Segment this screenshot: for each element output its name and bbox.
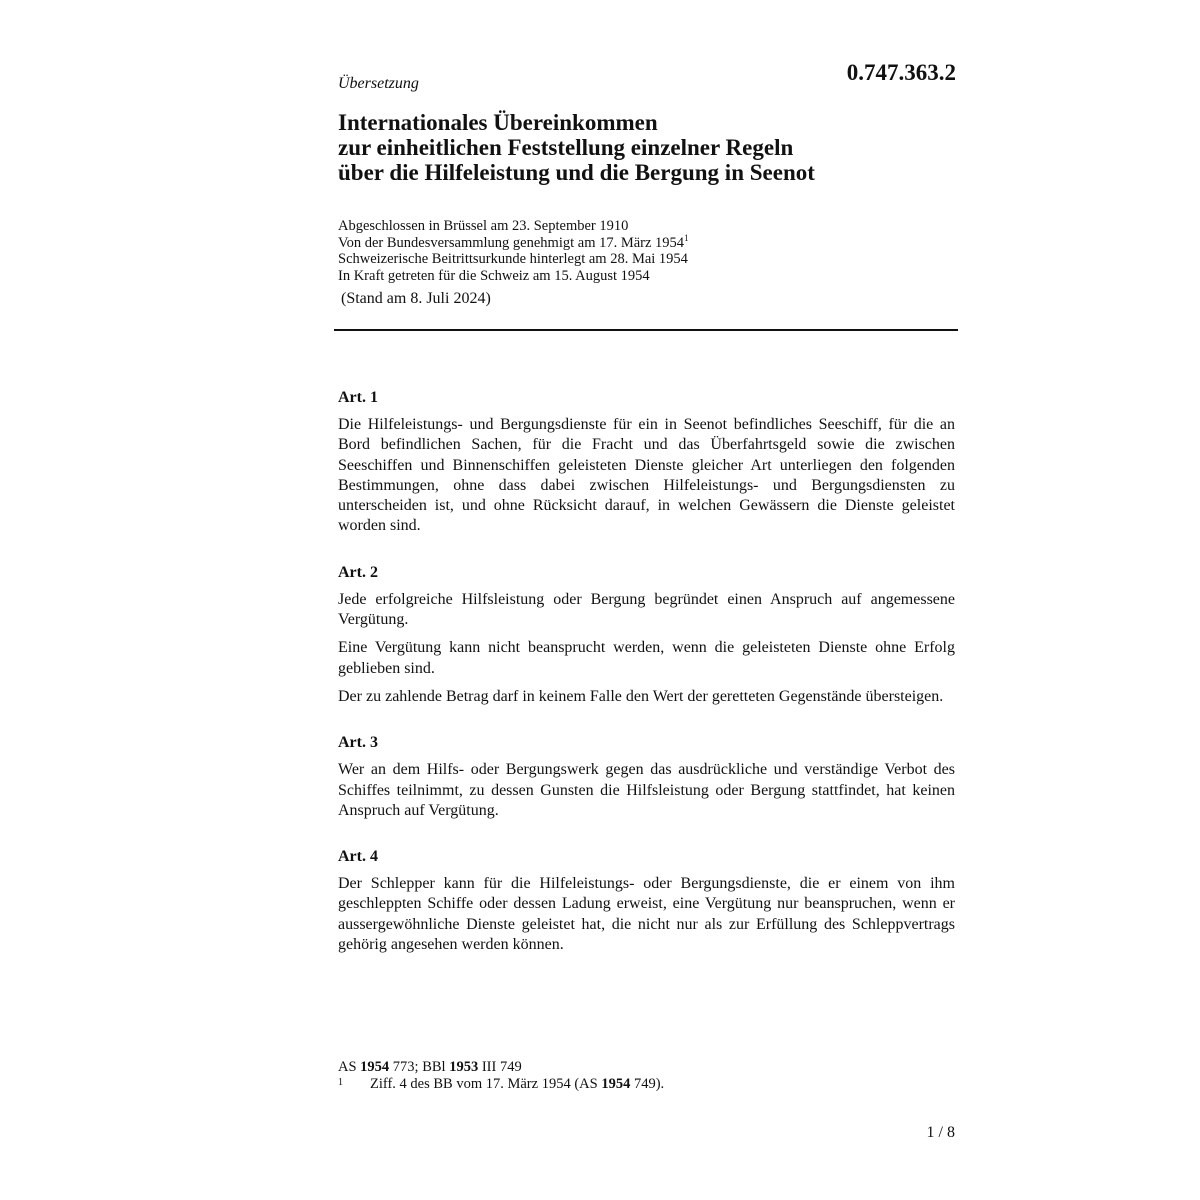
source-year-2: 1953 — [449, 1059, 479, 1075]
document-metadata — [338, 218, 958, 284]
articles-body — [338, 388, 955, 981]
source-suffix: III 749 — [478, 1059, 522, 1075]
article-4 — [338, 847, 955, 955]
article-1 — [338, 388, 955, 537]
title-line-1: Internationales Übereinkommen — [338, 110, 658, 135]
article-paragraph: Der Schlepper kann für die Hilfeleistungs- oder Bergungsdienste, die er einem von ihm geschleppten Schiffe oder dessen Ladung erweist, eine Vergütung nur beanspruchen, wenn er aussergewöhnliche Dienste geleistet hat, die nicht nur als zur Erfüllung des Schleppvertrags gehörig angesehen werden können. — [338, 875, 955, 954]
article-2 — [338, 563, 955, 707]
source-prefix: AS — [338, 1059, 361, 1075]
article-paragraph: Eine Vergütung kann nicht beansprucht werden, wenn die geleisteten Dienste ohne Erfolg geblieben sind. — [338, 639, 955, 677]
title-line-3: über die Hilfeleistung und die Bergung in Seenot — [338, 160, 815, 185]
meta-accession: Schweizerische Beitrittsurkunde hinterlegt am 28. Mai 1954 — [338, 251, 688, 267]
document-title — [338, 110, 958, 185]
article-paragraph: Die Hilfeleistungs- und Bergungsdienste für ein in Seenot befindliches Seeschiff, für die an Bord befindlichen Sachen, für die Fracht und das Überfahrtsgeld sowie die zwischen Seeschiffen und Binnenschiffen geleisteten Dienste gleicher Art unterliegen den folgenden Bestimmungen, ohne dass dabei zwischen Hilfeleistungs- und Bergungsdiensten zu unterscheiden ist, und ohne Rücksicht darauf, in welchen Gewässern die Dienste geleistet worden sind. — [338, 416, 955, 535]
translation-label: Übersetzung — [338, 75, 419, 92]
article-paragraph: Wer an dem Hilfs- oder Bergungswerk gegen das ausdrückliche und verständige Verbot des Schiffes teilnimmt, zu dessen Gunsten die Hilfsleistung oder Bergung stattfindet, hat keinen Anspruch auf Vergütung. — [338, 761, 955, 819]
footnote-year: 1954 — [601, 1076, 631, 1092]
status-date: (Stand am 8. Juli 2024) — [341, 290, 491, 307]
footnote-suffix: 749). — [630, 1076, 665, 1092]
title-line-2: zur einheitlichen Feststellung einzelner Regeln — [338, 135, 794, 160]
meta-approved: Von der Bundesversammlung genehmigt am 17. März 1954 — [338, 234, 685, 251]
article-paragraph: Der zu zahlende Betrag darf in keinem Falle den Wert der geretteten Gegenstände übersteigen. — [338, 687, 944, 705]
page-number: 1 / 8 — [926, 1124, 955, 1141]
meta-in-force: In Kraft getreten für die Schweiz am 15. August 1954 — [338, 267, 650, 284]
sr-number: 0.747.363.2 — [846, 60, 956, 85]
article-heading: Art. 3 — [338, 734, 378, 752]
article-heading: Art. 2 — [338, 563, 378, 581]
meta-concluded: Abgeschlossen in Brüssel am 23. September 1910 — [338, 218, 629, 234]
footnotes — [338, 1059, 955, 1093]
footnote-number: 1 — [338, 1077, 343, 1088]
article-heading: Art. 4 — [338, 848, 378, 866]
source-reference — [338, 1059, 955, 1076]
article-paragraph: Jede erfolgreiche Hilfsleistung oder Bergung begründet einen Anspruch auf angemessene Vergütung. — [338, 590, 955, 629]
article-3 — [338, 733, 955, 821]
footnote-prefix: Ziff. 4 des BB vom 17. März 1954 (AS — [370, 1076, 602, 1092]
footnote-text — [370, 1076, 664, 1093]
footnote-ref-1[interactable]: 1 — [684, 232, 689, 243]
meta-approved-line — [338, 232, 958, 252]
source-mid: 773; BBl — [389, 1059, 450, 1075]
footnote-1 — [338, 1076, 955, 1093]
source-year-1: 1954 — [360, 1059, 390, 1075]
article-heading: Art. 1 — [338, 389, 378, 406]
header-divider — [334, 329, 958, 331]
